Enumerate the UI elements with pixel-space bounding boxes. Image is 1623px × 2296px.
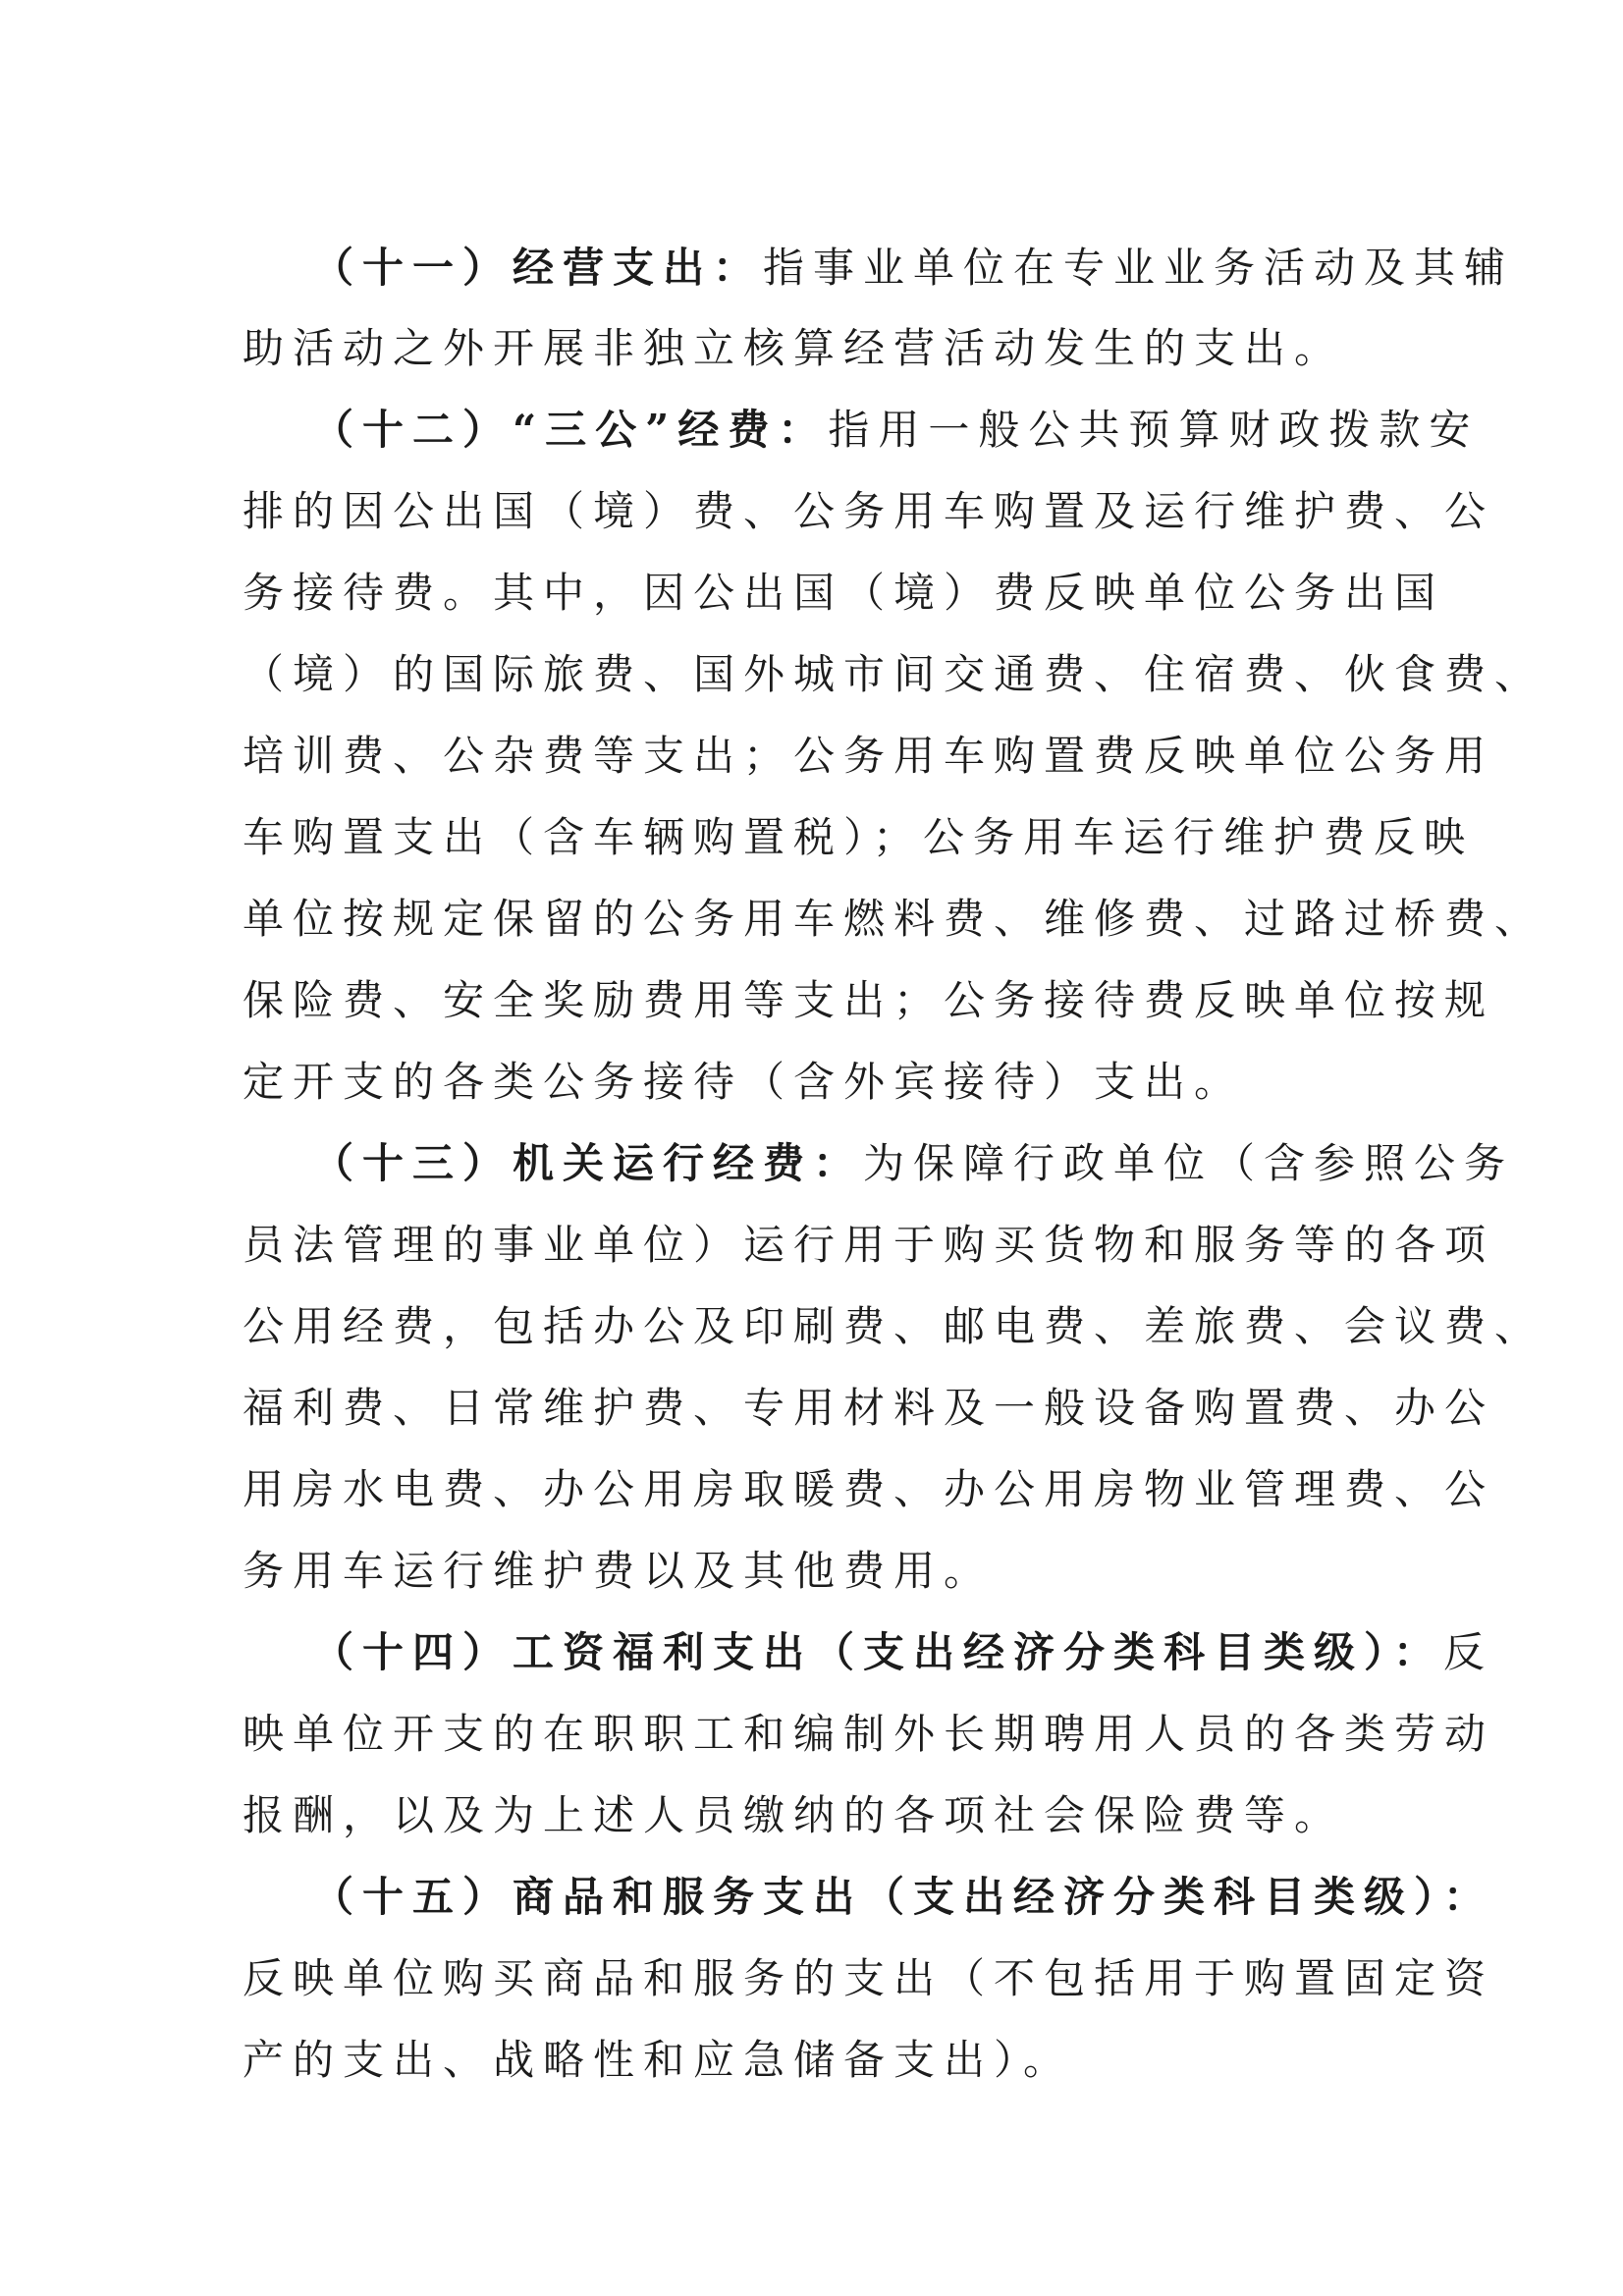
paragraph-line: 车购置支出（含车辆购置税）；公务用车运行维护费反映: [243, 813, 1475, 861]
paragraph-line: 培训费、公杂费等支出；公务用车购置费反映单位公务用: [243, 732, 1495, 780]
paragraph-line: （境）的国际旅费、国外城市间交通费、住宿费、伙食费、: [243, 650, 1545, 698]
paragraph-line: [312, 405, 1479, 456]
paragraph-line: 映单位开支的在职职工和编制外长期聘用人员的各类劳动: [243, 1710, 1495, 1758]
paragraph-line: 务接待费。其中，因公出国（境）费反映单位公务出国: [243, 569, 1445, 617]
paragraph-line: 保险费、安全奖励费用等支出；公务接待费反映单位按规: [243, 976, 1495, 1024]
section-term: （十五）商品和服务支出（支出经济分类科目类级）：: [312, 1873, 1494, 1921]
paragraph-line: 福利费、日常维护费、专用材料及一般设备购置费、办公: [243, 1384, 1495, 1432]
paragraph-line: 公用经费，包括办公及印刷费、邮电费、差旅费、会议费、: [243, 1302, 1545, 1350]
section-term: （十四）工资福利支出（支出经济分类科目类级）：: [312, 1628, 1444, 1676]
paragraph-line: 单位按规定保留的公务用车燃料费、维修费、过路过桥费、: [243, 895, 1545, 943]
paragraph-line: [312, 1872, 1493, 1923]
paragraph-line: 助活动之外开展非独立核算经营活动发生的支出。: [243, 324, 1345, 372]
section-text: 为保障行政单位（含参照公务: [863, 1139, 1515, 1187]
paragraph-line: [312, 243, 1514, 294]
paragraph-line: [312, 1138, 1514, 1189]
section-term: （十三）机关运行经费：: [312, 1139, 864, 1187]
paragraph-line: 排的因公出国（境）费、公务用车购置及运行维护费、公: [243, 487, 1495, 535]
paragraph-line: 产的支出、战略性和应急储备支出）。: [243, 2036, 1074, 2084]
section-term: （十一）经营支出：: [312, 244, 764, 292]
section-term: （十二）“三公”经费：: [312, 406, 829, 454]
paragraph-line: 员法管理的事业单位）运行用于购买货物和服务等的各项: [243, 1221, 1495, 1269]
paragraph-line: 定开支的各类公务接待（含外宾接待）支出。: [243, 1058, 1245, 1106]
paragraph-line: 反映单位购买商品和服务的支出（不包括用于购置固定资: [243, 1954, 1495, 2002]
paragraph-line: 报酬，以及为上述人员缴纳的各项社会保险费等。: [243, 1791, 1345, 1839]
section-text: 指事业单位在专业业务活动及其辅: [763, 244, 1515, 292]
paragraph-line: 用房水电费、办公用房取暖费、办公用房物业管理费、公: [243, 1465, 1495, 1513]
paragraph-line: 务用车运行维护费以及其他费用。: [243, 1547, 995, 1595]
section-text: 指用一般公共预算财政拨款安: [828, 406, 1480, 454]
section-text: 反: [1443, 1628, 1494, 1676]
paragraph-line: [312, 1627, 1493, 1678]
